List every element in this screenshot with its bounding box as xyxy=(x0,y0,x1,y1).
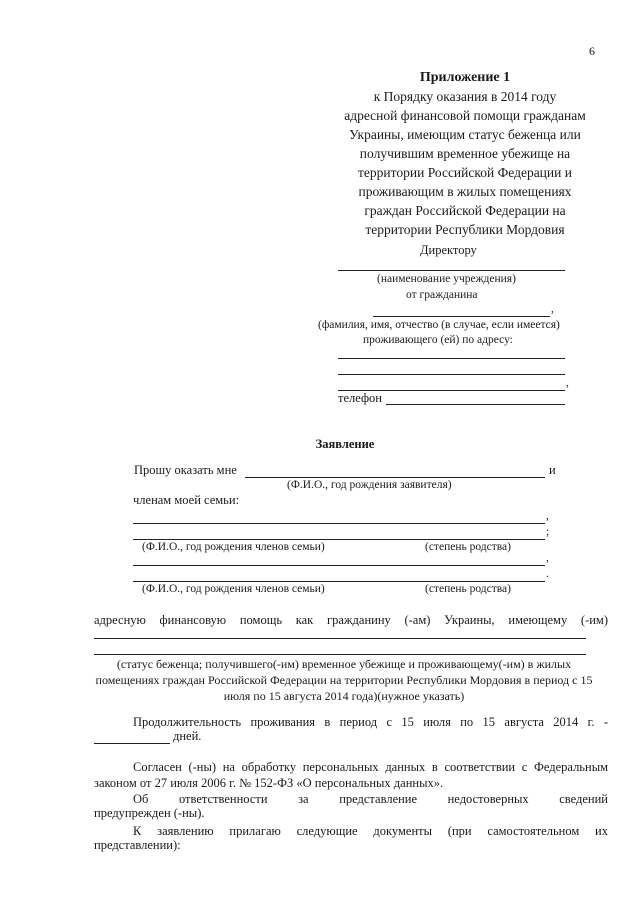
appendix-header xyxy=(325,68,605,239)
applicant-field[interactable] xyxy=(245,477,545,478)
appendix-line: территории Республики Мордовия xyxy=(365,222,565,237)
attachments-text-line1: К заявлению прилагаю следующие документы (при самостоятельном их xyxy=(133,824,608,838)
family-member-field[interactable] xyxy=(133,539,545,540)
address-field-1[interactable] xyxy=(338,358,565,359)
attachments-text-line2: представлении): xyxy=(94,838,181,852)
relation-caption: (степень родства) xyxy=(425,541,511,553)
address-field-2[interactable] xyxy=(338,374,565,375)
appendix-line: Украины, имеющим статус беженца или xyxy=(349,127,581,142)
family-member-field[interactable] xyxy=(133,581,545,582)
consent-text: Согласен (-ны) на обработку персональных данных в соответствии с Федеральным законом от 27 июля 2006 г. № 152-ФЗ «О персональных данных». xyxy=(94,760,608,790)
aid-text: адресную финансовую помощь как гражданину (-ам) Украины, имеющему (-им) xyxy=(94,613,608,627)
status-field-1[interactable] xyxy=(94,638,586,639)
appendix-line: получившим временное убежище на xyxy=(359,146,571,161)
appendix-line: к Порядку оказания в 2014 году xyxy=(373,89,557,104)
family-caption: (Ф.И.О., год рождения членов семьи) xyxy=(142,583,325,595)
phone-label: телефон xyxy=(338,391,382,405)
citizen-name-comma: , xyxy=(551,303,554,315)
phone-field[interactable] xyxy=(386,404,565,405)
fio-caption: (фамилия, имя, отчество (в случае, если имеется) xyxy=(318,319,560,331)
relation-caption: (степень родства) xyxy=(425,583,511,595)
address-comma: , xyxy=(566,377,569,389)
appendix-title: Приложение 1 xyxy=(419,70,511,85)
family-caption: (Ф.И.О., год рождения членов семьи) xyxy=(142,541,325,553)
status-field-2[interactable] xyxy=(94,654,586,655)
request-prefix: Прошу оказать мне xyxy=(134,463,237,477)
family-line-comma: , xyxy=(546,510,549,522)
appendix-line: проживающим в жилых помещениях xyxy=(358,184,572,199)
page-number: 6 xyxy=(589,44,595,58)
appendix-line: адресной финансовой помощи гражданам xyxy=(344,108,586,123)
appendix-line: территории Российской Федерации и xyxy=(358,165,572,180)
days-suffix: дней. xyxy=(173,729,202,743)
appendix-line: граждан Российской Федерации на xyxy=(364,203,566,218)
residing-caption: проживающего (ей) по адресу: xyxy=(363,334,513,346)
liability-text-line2: предупрежден (-ны). xyxy=(94,806,205,820)
institution-caption: (наименование учреждения) xyxy=(377,273,516,285)
liability-text-line1: Об ответственности за представление недостоверных сведений xyxy=(133,792,608,806)
institution-field[interactable] xyxy=(338,270,565,271)
family-line-comma: , xyxy=(546,552,549,564)
family-member-field[interactable] xyxy=(133,523,545,524)
addressee-label: Директору xyxy=(420,243,477,257)
family-line-semicolon: ; xyxy=(546,526,550,538)
duration-text: Продолжительность проживания в период с 15 июля по 15 августа 2014 г. - xyxy=(133,715,608,729)
days-field[interactable] xyxy=(94,743,170,744)
from-citizen-label: от гражданина xyxy=(406,289,478,301)
family-line-period: . xyxy=(546,568,549,580)
applicant-caption: (Ф.И.О., год рождения заявителя) xyxy=(287,479,452,491)
form-heading: Заявление xyxy=(315,437,375,451)
request-suffix: и xyxy=(549,463,556,477)
citizen-name-field[interactable] xyxy=(373,316,550,317)
family-member-field[interactable] xyxy=(133,565,545,566)
status-caption: (статус беженца; получившего(-им) временное убежище и проживающему(-им) в жилых помещениях граждан Российской Федерации на территории Республики Мордовия в период с 15 июля по 15 августа 2014 года)(нужное указать) xyxy=(95,657,593,703)
family-label: членам моей семьи: xyxy=(133,493,240,507)
